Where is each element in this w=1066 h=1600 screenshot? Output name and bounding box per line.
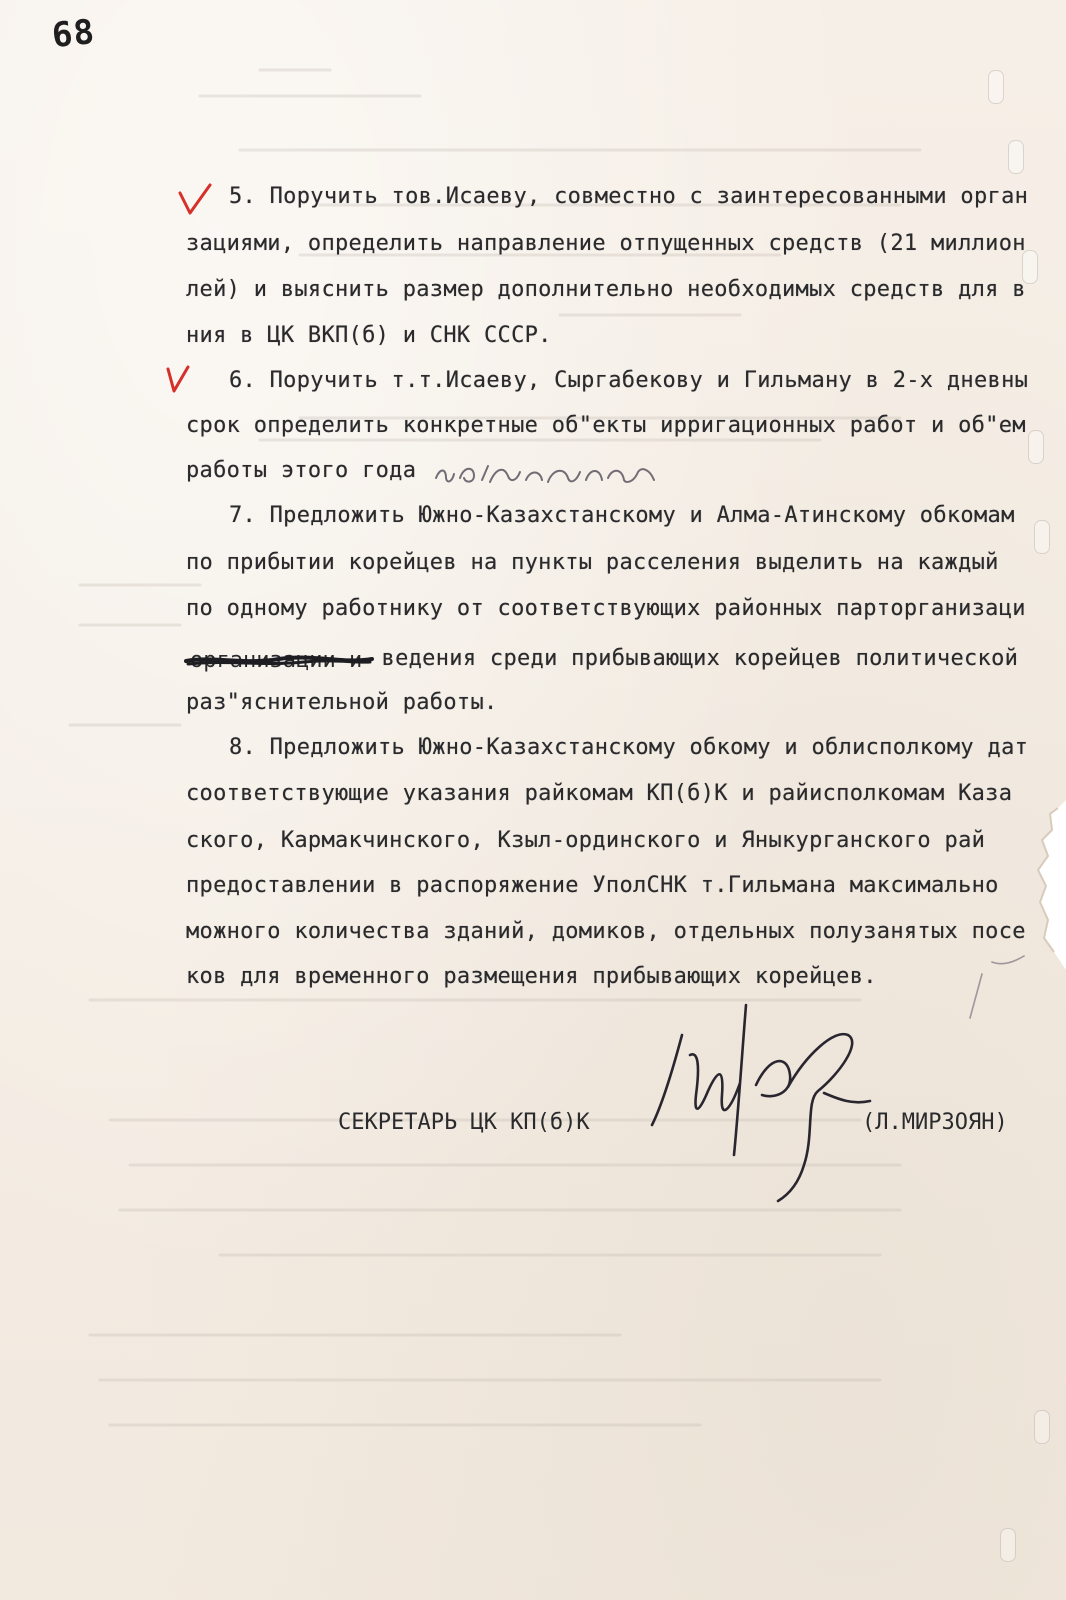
item-8-line-6: ков для временного размещения прибывающих корейцев. xyxy=(186,964,877,989)
item-8-line-4: предоставлении в распоряжение УполСНК т.Гильмана максимально xyxy=(186,873,999,898)
punch-hole xyxy=(1028,430,1044,464)
item-5-line-1: 5. Поручить тов.Исаеву, совместно с заинтересованными орган xyxy=(229,184,1029,209)
item-5-line-2: зациями, определить направление отпущенных средств (21 миллион xyxy=(186,231,1026,256)
signer-name: (Л.МИРЗОЯН) xyxy=(862,1110,1008,1135)
red-check-mark-icon xyxy=(176,183,216,219)
struck-text: организации и xyxy=(190,648,363,673)
item-7-continuation: ведения среди прибывающих корейцев политической xyxy=(368,646,1019,671)
item-8-line-2: соответствующие указания райкомам КП(б)К и райисполкомам Каза xyxy=(186,781,1013,806)
item-7-line-2: по прибытии корейцев на пункты расселения выделить на каждый xyxy=(186,550,999,575)
item-8-line-5: можного количества зданий, домиков, отдельных полузанятых посе xyxy=(186,919,1026,944)
item-8-line-1: 8. Предложить Южно-Казахстанскому обкому и облисполкому дат xyxy=(229,735,1029,760)
punch-hole xyxy=(1008,140,1024,174)
item-6-line-2: срок определить конкретные об"екты ирригационных работ и об"ем xyxy=(186,413,1026,438)
punch-hole xyxy=(1034,520,1050,554)
secretary-title: СЕКРЕТАРЬ ЦК КП(б)К xyxy=(338,1110,590,1135)
punch-hole xyxy=(1034,1410,1050,1444)
item-7-line-3: по одному работнику от соответствующих районных парторганизаци xyxy=(186,596,1026,621)
punch-hole xyxy=(1022,250,1038,284)
item-6-line-1: 6. Поручить т.т.Исаеву, Сыргабекову и Гильману в 2-х дневны xyxy=(229,368,1029,393)
page-number: 68 xyxy=(50,11,97,57)
item-6-line-3: работы этого года xyxy=(186,458,417,483)
red-check-mark-icon xyxy=(162,363,198,397)
item-7-line-1: 7. Предложить Южно-Казахстанскому и Алма-Атинскому обкомам xyxy=(229,503,1015,528)
item-7-final-line: раз"яснительной работы. xyxy=(186,690,498,715)
torn-paper-edge xyxy=(1018,800,1066,970)
handwritten-pencil-note xyxy=(430,452,680,492)
item-5-line-3: лей) и выяснить размер дополнительно необходимых средств для в xyxy=(186,277,1026,302)
punch-hole xyxy=(988,70,1004,104)
punch-hole xyxy=(1000,1528,1016,1562)
handwritten-signature xyxy=(638,995,898,1205)
item-8-line-3: ского, Кармакчинского, Кзыл-ординского и Яныкурганского рай xyxy=(186,828,986,853)
item-5-line-4: ния в ЦК ВКП(б) и СНК СССР. xyxy=(186,323,552,348)
